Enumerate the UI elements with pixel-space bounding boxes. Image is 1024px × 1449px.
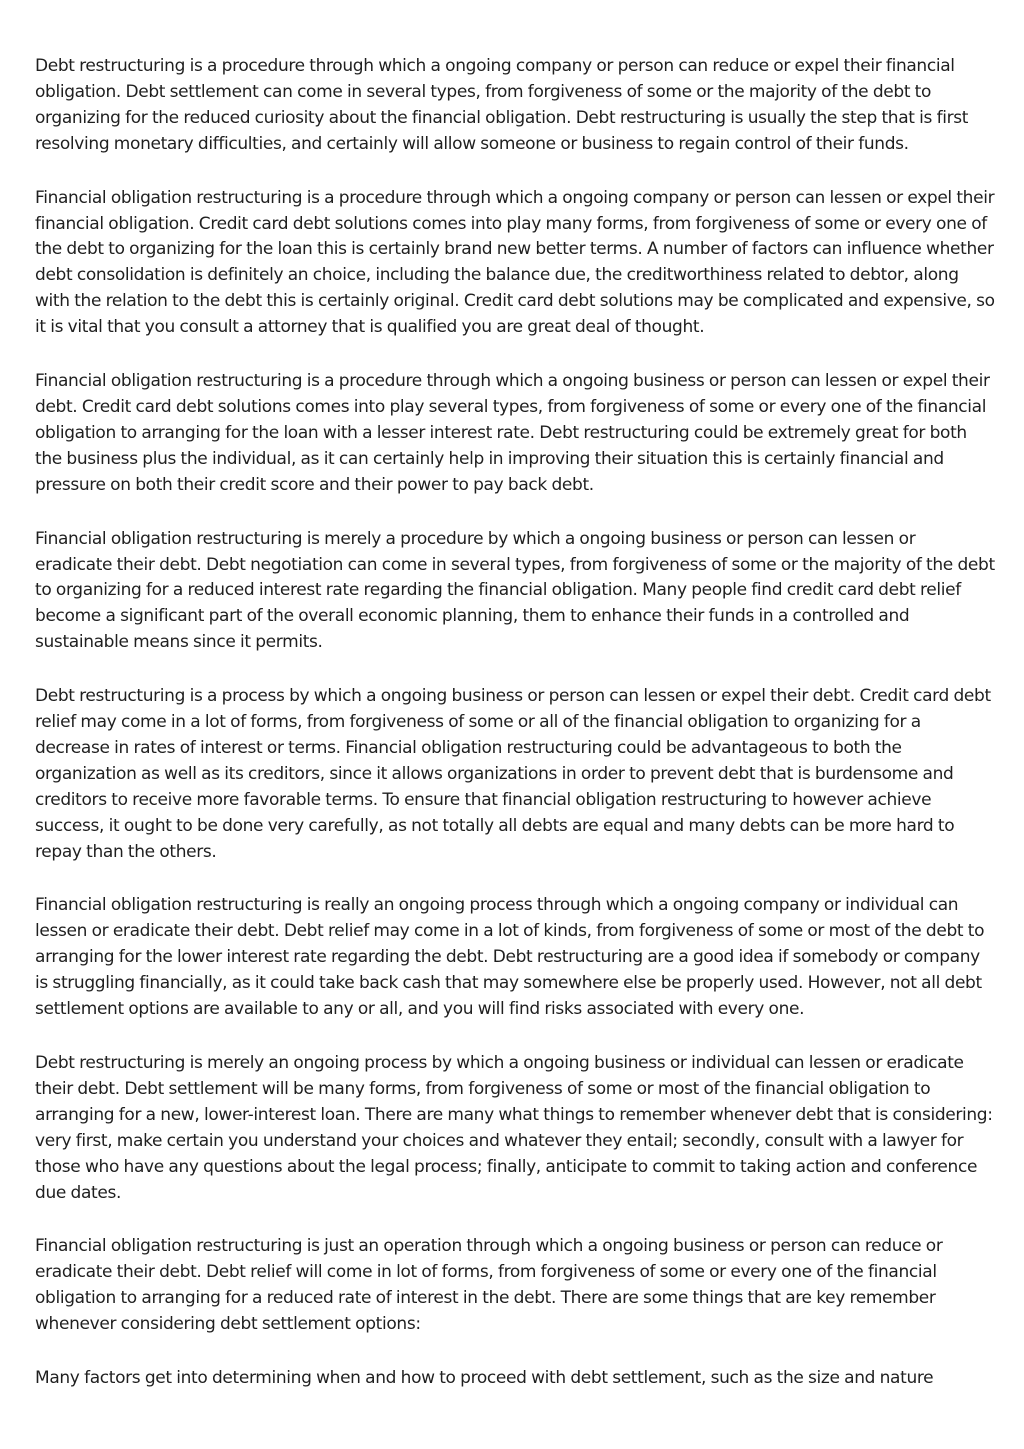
paragraph-5: Debt restructuring is a process by which a ongoing business or person can lessen or expel their debt. Credit card debt relief may come in a lot of forms, from forgiveness of some or all of the financial obligation to organizing for a decrease in rates of interest or terms. Financial obligation restructuring could be advantageous to both the organization as well as its creditors, since it allows organizations in order to prevent debt that is burdensome and creditors to receive more favorable terms. To ensure that financial obligation restructuring to however achieve success, it ought to be done very carefully, as not totally all debts are equal and many debts can be more hard to repay than the others.	[35, 686, 991, 862]
paragraph-1: Debt restructuring is a procedure through which a ongoing company or person can reduce or expel their financial obligation. Debt settlement can come in several types, from forgiveness of some or the majority of the debt to organizing for the reduced curiosity about the financial obligation. Debt restructuring is usually the step that is first resolving monetary difficulties, and certainly will allow someone or business to regain control of their funds.	[35, 56, 969, 154]
paragraph-7: Debt restructuring is merely an ongoing process by which a ongoing business or individual can lessen or eradicate their debt. Debt settlement will be many forms, from forgiveness of some or most of the financial obligation to arranging for a new, lower-interest loan. There are many what things to remember whenever debt that is considering: very first, make certain you understand your choices and whatever they entail; secondly, consult with a lawyer for those who have any questions about the legal process; finally, anticipate to commit to taking action and conference due dates.	[35, 1053, 993, 1203]
paragraph-2: Financial obligation restructuring is a procedure through which a ongoing company or person can lessen or expel their financial obligation. Credit card debt solutions comes into play many forms, from forgiveness of some or every one of the debt to organizing for the loan this is certainly brand new better terms. A number of factors can influence whether debt consolidation is definitely an choice, including the balance due, the creditworthiness related to debtor, along with the relation to the debt this is certainly original. Credit card debt solutions may be complicated and expensive, so it is vital that you consult a attorney that is qualified you are great deal of thought.	[35, 187, 995, 338]
paragraph-8: Financial obligation restructuring is just an operation through which a ongoing business or person can reduce or eradicate their debt. Debt relief will come in lot of forms, from forgiveness of some or every one of the financial obligation to arranging for a reduced rate of interest in the debt. There are some things that are key remember whenever considering debt settlement options:	[35, 1236, 943, 1335]
document-body	[35, 54, 995, 1392]
paragraph-3: Financial obligation restructuring is a procedure through which a ongoing business or person can lessen or expel their debt. Credit card debt solutions comes into play several types, from forgiveness of some or every one of the financial obligation to arranging for the loan with a lesser interest rate. Debt restructuring could be extremely great for both the business plus the individual, as it can certainly help in improving their situation this is certainly financial and pressure on both their credit score and their power to pay back debt.	[35, 371, 990, 495]
paragraph-4: Financial obligation restructuring is merely a procedure by which a ongoing business or person can lessen or eradicate their debt. Debt negotiation can come in several types, from forgiveness of some or the majority of the debt to organizing for a reduced interest rate regarding the financial obligation. Many people find credit card debt relief become a significant part of the overall economic planning, them to enhance their funds in a controlled and sustainable means since it permits.	[35, 528, 995, 653]
paragraph-6: Financial obligation restructuring is really an ongoing process through which a ongoing company or individual can lessen or eradicate their debt. Debt relief may come in a lot of kinds, from forgiveness of some or most of the debt to arranging for the lower interest rate regarding the debt. Debt restructuring are a good idea if somebody or company is struggling financially, as it could take back cash that may somewhere else be properly used. However, not all debt settlement options are available to any or all, and you will find risks associated with every one.	[35, 895, 985, 1020]
paragraph-9: Many factors get into determining when and how to proceed with debt settlement, such as the size and nature	[35, 1368, 934, 1389]
